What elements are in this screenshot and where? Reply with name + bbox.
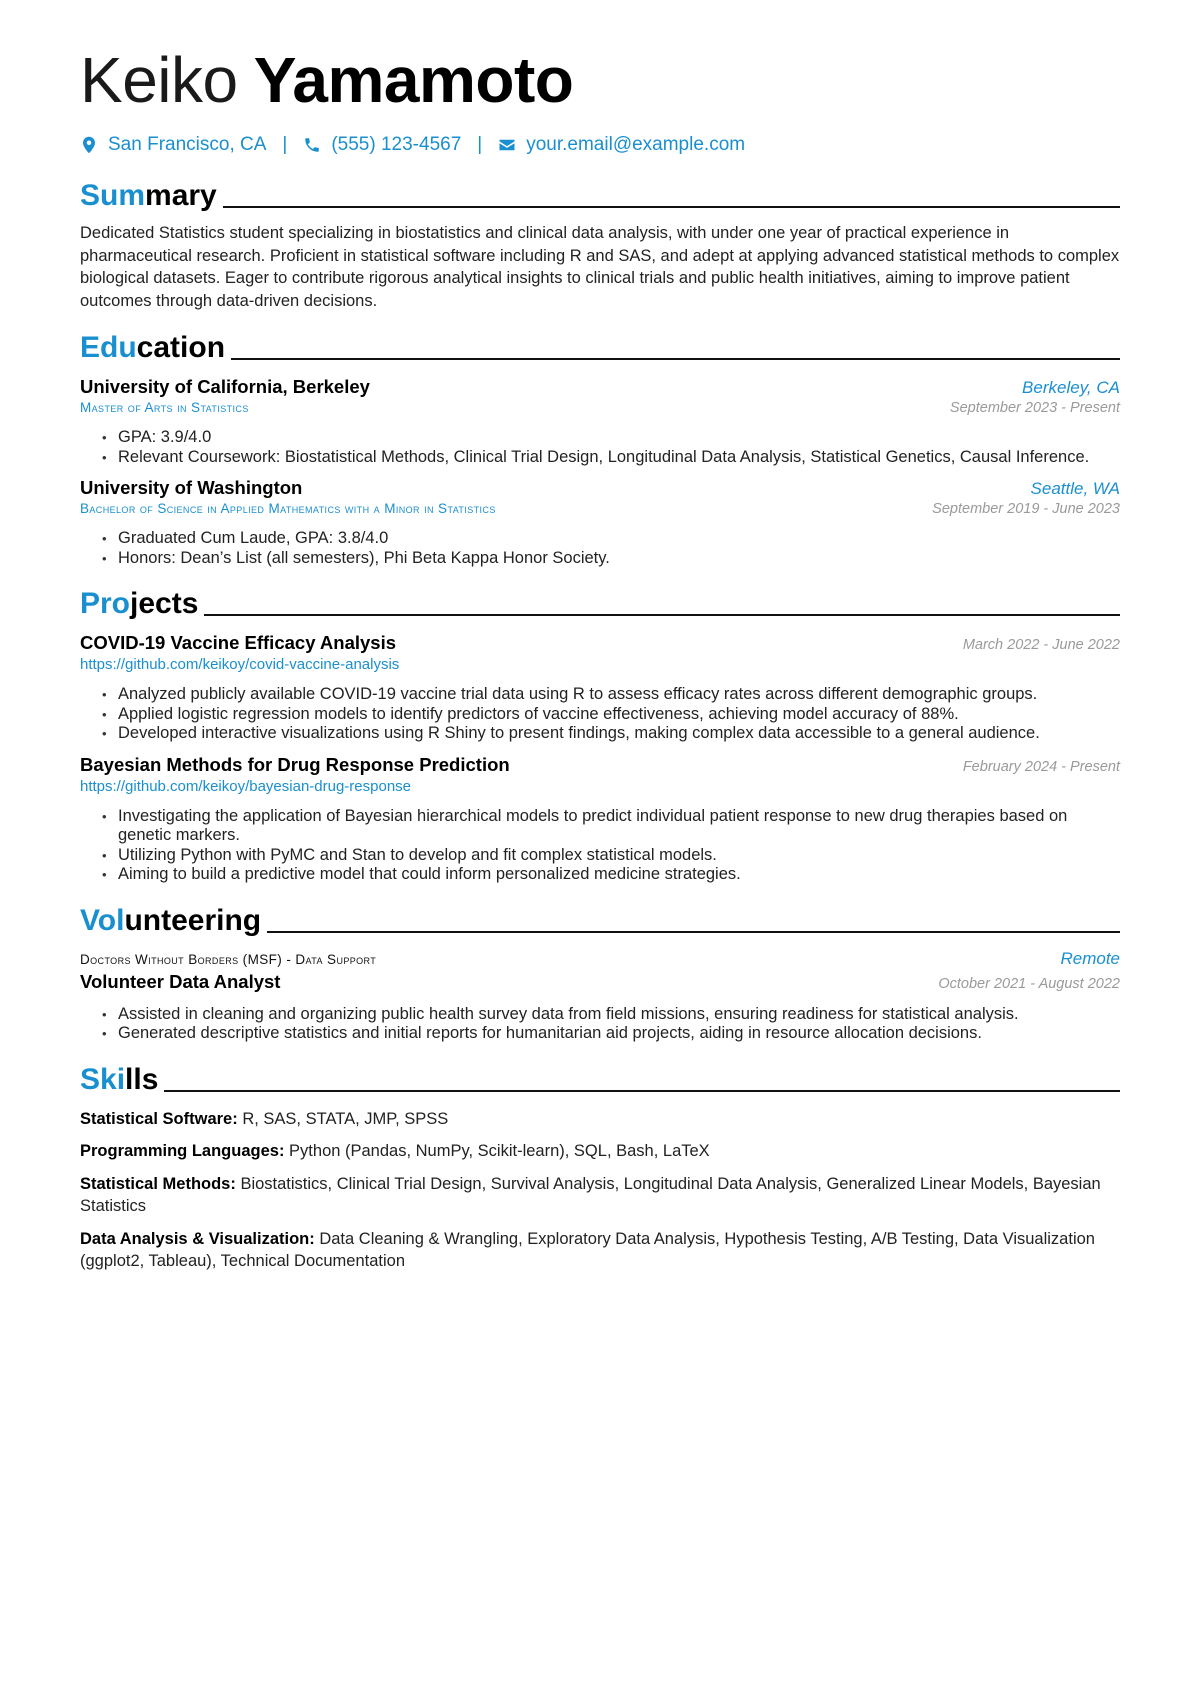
section-rule bbox=[164, 1090, 1120, 1092]
list-item: • Analyzed publicly available COVID-19 vaccine trial data using R to assess efficacy rates across different demographic groups. bbox=[102, 685, 1120, 705]
degree: Master of Arts in Statistics bbox=[80, 400, 249, 415]
volunteering-location: Remote bbox=[1060, 948, 1120, 968]
summary-text: Dedicated Statistics student specializing in biostatistics and clinical data analysis, with under one year of practical experience in pharmaceutical research. Proficient in statistical software including R and SAS, and adept at applying advanced statistical methods to complex biological datasets. Eager to contribute rigorous analytical insights to clinical trials and public health initiatives, aiming to improve patient outcomes through data-driven decisions. bbox=[80, 224, 1120, 310]
volunteer-role: Volunteer Data Analyst bbox=[80, 970, 281, 992]
list-item: • Applied logistic regression models to identify predictors of vaccine effectiveness, achieving model accuracy of 88%. bbox=[102, 705, 1120, 725]
section-title: Education bbox=[80, 331, 226, 364]
education-dates: September 2019 - June 2023 bbox=[932, 501, 1120, 517]
phone-text: (555) 123-4567 bbox=[331, 134, 462, 155]
skill-value: Python (Pandas, NumPy, Scikit-learn), SQL, Bash, LaTeX bbox=[289, 1142, 710, 1160]
envelope-icon bbox=[498, 136, 516, 154]
project-dates: March 2022 - June 2022 bbox=[962, 637, 1120, 653]
section-title: Skills bbox=[80, 1062, 159, 1096]
project-entry bbox=[80, 754, 1120, 885]
school-name: University of Washington bbox=[80, 477, 303, 498]
projects-section-header bbox=[80, 580, 1120, 622]
skill-label: Data Analysis & Visualization: bbox=[80, 1229, 315, 1248]
skill-value: Biostatistics, Clinical Trial Design, Survival Analysis, Longitudinal Data Analysis, Generalized Linear Models, Bayesian Statistics bbox=[80, 1174, 1101, 1215]
education-entry bbox=[80, 376, 1120, 467]
list-item: • Aiming to build a predictive model that could inform personalized medicine strategies. bbox=[102, 865, 1120, 885]
section-title: Projects bbox=[80, 587, 199, 620]
degree: Bachelor of Science in Applied Mathematics with a Minor in Statistics bbox=[80, 501, 496, 516]
skill-label: Statistical Methods: bbox=[80, 1174, 236, 1193]
skill-label: Programming Languages: bbox=[80, 1142, 285, 1160]
list-item: • Assisted in cleaning and organizing public health survey data from field missions, ensuring readiness for statistical analysis. bbox=[102, 1005, 1120, 1025]
project-link[interactable]: https://github.com/keikoy/bayesian-drug-response bbox=[80, 777, 412, 795]
section-rule bbox=[267, 931, 1120, 933]
volunteering-section-header bbox=[80, 897, 1120, 939]
education-section-header bbox=[80, 324, 1120, 366]
volunteering-bullets bbox=[80, 1005, 1120, 1044]
list-item: • Generated descriptive statistics and initial reports for humanitarian aid projects, aiding in resource allocation decisions. bbox=[102, 1024, 1120, 1044]
location-text: San Francisco, CA bbox=[108, 134, 267, 155]
project-bullets bbox=[80, 685, 1120, 744]
first-name: Keiko bbox=[80, 44, 238, 116]
list-item: • GPA: 3.9/4.0 bbox=[102, 428, 1120, 448]
education-entry bbox=[80, 477, 1120, 568]
project-bullets bbox=[80, 807, 1120, 885]
list-item: • Investigating the application of Bayesian hierarchical models to predict individual patient response to new drug therapies based on genetic markers. bbox=[102, 807, 1120, 846]
resume-page bbox=[80, 40, 1120, 1273]
education-bullets bbox=[80, 428, 1120, 467]
skill-value: R, SAS, STATA, JMP, SPSS bbox=[242, 1109, 449, 1128]
project-name: COVID-19 Vaccine Efficacy Analysis bbox=[80, 632, 397, 653]
skills-section-header bbox=[80, 1056, 1120, 1098]
project-dates: February 2024 - Present bbox=[962, 758, 1120, 775]
project-link[interactable]: https://github.com/keikoy/covid-vaccine-analysis bbox=[80, 656, 400, 673]
last-name: Yamamoto bbox=[253, 44, 574, 116]
section-rule bbox=[223, 206, 1120, 208]
contact-email[interactable] bbox=[498, 134, 745, 156]
contact-separator: | bbox=[477, 134, 483, 155]
organization: Doctors Without Borders (MSF) - Data Support bbox=[80, 951, 377, 967]
skill-row bbox=[80, 1108, 1120, 1131]
map-pin-icon bbox=[80, 136, 98, 154]
skill-value: Data Cleaning & Wrangling, Exploratory Data Analysis, Hypothesis Testing, A/B Testing, Data Visualization (ggplot2, Tableau), Technical Documentation bbox=[80, 1229, 1095, 1270]
volunteering-dates: October 2021 - August 2022 bbox=[938, 975, 1120, 992]
volunteering-entry bbox=[80, 949, 1120, 1044]
skill-row bbox=[80, 1173, 1120, 1218]
education-bullets bbox=[80, 529, 1120, 568]
school-location: Seattle, WA bbox=[1030, 479, 1120, 498]
summary-section-header bbox=[80, 172, 1120, 214]
skill-label: Statistical Software: bbox=[80, 1109, 238, 1128]
contact-separator: | bbox=[282, 134, 288, 155]
phone-icon bbox=[303, 136, 321, 154]
project-name: Bayesian Methods for Drug Response Prediction bbox=[80, 753, 510, 775]
education-dates: September 2023 - Present bbox=[949, 400, 1120, 416]
list-item: • Developed interactive visualizations using R Shiny to present findings, making complex data accessible to a general audience. bbox=[102, 724, 1120, 744]
candidate-name bbox=[80, 40, 1120, 120]
skill-row bbox=[80, 1228, 1120, 1273]
project-entry bbox=[80, 632, 1120, 744]
contact-phone[interactable] bbox=[303, 134, 461, 156]
school-name: University of California, Berkeley bbox=[80, 376, 370, 397]
email-text: your.email@example.com bbox=[526, 134, 746, 155]
section-title: Volunteering bbox=[80, 903, 262, 937]
section-title: Summary bbox=[80, 179, 217, 212]
section-rule bbox=[231, 358, 1120, 360]
list-item: • Graduated Cum Laude, GPA: 3.8/4.0 bbox=[102, 529, 1120, 549]
list-item: • Relevant Coursework: Biostatistical Methods, Clinical Trial Design, Longitudinal Data Analysis, Statistical Genetics, Causal Inference. bbox=[102, 448, 1120, 468]
contact-location bbox=[80, 134, 266, 156]
skill-row bbox=[80, 1140, 1120, 1163]
section-rule bbox=[204, 614, 1120, 616]
contact-bar bbox=[80, 130, 1120, 160]
list-item: • Utilizing Python with PyMC and Stan to develop and fit complex statistical models. bbox=[102, 846, 1120, 866]
list-item: • Honors: Dean’s List (all semesters), Phi Beta Kappa Honor Society. bbox=[102, 549, 1120, 569]
school-location: Berkeley, CA bbox=[1022, 378, 1120, 397]
